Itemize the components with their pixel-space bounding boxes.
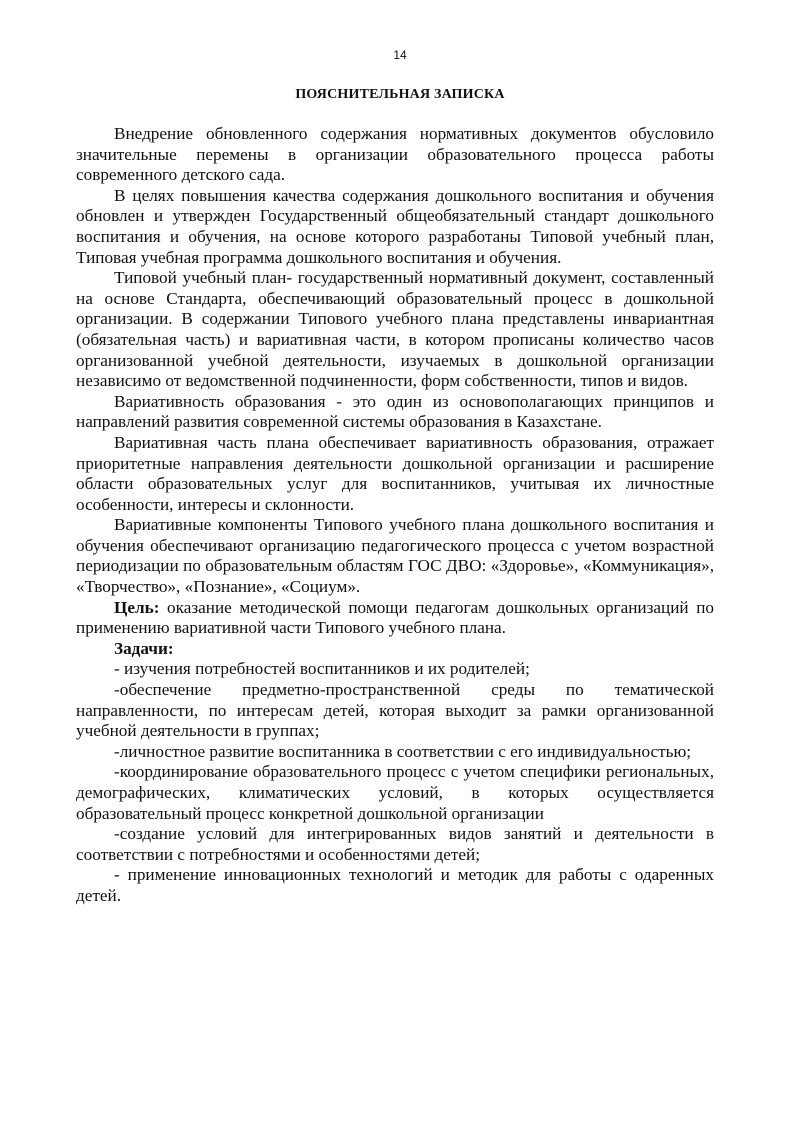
goal-paragraph — [76, 598, 714, 639]
task-item-4: -координирование образовательного процесс с учетом специфики региональных, демографических, климатических условий, в которых осуществляется образовательный процесс конкретной дошкольной организации — [76, 762, 714, 823]
paragraph-5: Вариативная часть плана обеспечивает вариативность образования, отражает приоритетные направления деятельности дошкольной организации и расширение области образовательных услуг для воспитанников, учитывая их личностные особенности, интересы и склонности. — [76, 432, 714, 514]
tasks-heading — [76, 639, 714, 660]
goal-label: Цель: — [114, 597, 160, 617]
task-item-2: -обеспечение предметно-пространственной среды по тематической направленности, по интересам детей, которая выходит за рамки организованной учебной деятельности в группах; — [76, 680, 714, 741]
paragraph-6: Вариативные компоненты Типового учебного плана дошкольного воспитания и обучения обеспечивают организацию педагогического процесса с учетом возрастной периодизации по образовательным областям ГОС ДВО: «Здоровье», «Коммуникация», «Творчество», «Познание», «Социум». — [76, 515, 714, 597]
paragraph-2: В целях повышения качества содержания дошкольного воспитания и обучения обновлен и утвержден Государственный общеобязательный стандарт дошкольного воспитания и обучения, на основе которого разработаны Типовой учебный план, Типовая учебная программа дошкольного воспитания и обучения. — [76, 185, 714, 267]
document-title: ПОЯСНИТЕЛЬНАЯ ЗАПИСКА — [295, 87, 505, 102]
page-number: 14 — [393, 48, 407, 62]
task-item-5: -создание условий для интегрированных видов занятий и деятельности в соответствии с потребностями и особенностями детей; — [76, 824, 714, 864]
goal-text: оказание методической помощи педагогам дошкольных организаций по применению вариативной части Типового учебного плана. — [76, 597, 714, 638]
task-item-6: - применение инновационных технологий и методик для работы с одаренных детей. — [76, 865, 714, 905]
task-item-1: - изучения потребностей воспитанников и их родителей; — [114, 659, 530, 679]
task-item-3: -личностное развитие воспитанника в соответствии с его индивидуальностью; — [114, 741, 692, 761]
tasks-label: Задачи: — [114, 638, 174, 658]
paragraph-1: Внедрение обновленного содержания нормативных документов обусловило значительные перемены в организации образовательного процесса работы современного детского сада. — [76, 124, 714, 185]
paragraph-3: Типовой учебный план- государственный нормативный документ, составленный на основе Стандарта, обеспечивающий образовательный процесс в дошкольной организации. В содержании Типового учебного плана представлены инвариантная (обязательная часть) и вариативная части, в котором прописаны количество часов организованной учебной деятельности, изучаемых в дошкольной организации независимо от ведомственной подчиненности, форм собственности, типов и видов. — [76, 268, 714, 391]
paragraph-4: Вариативность образования - это один из основополагающих принципов и направлений развития современной системы образования в Казахстане. — [76, 391, 714, 432]
document-body — [76, 124, 714, 907]
